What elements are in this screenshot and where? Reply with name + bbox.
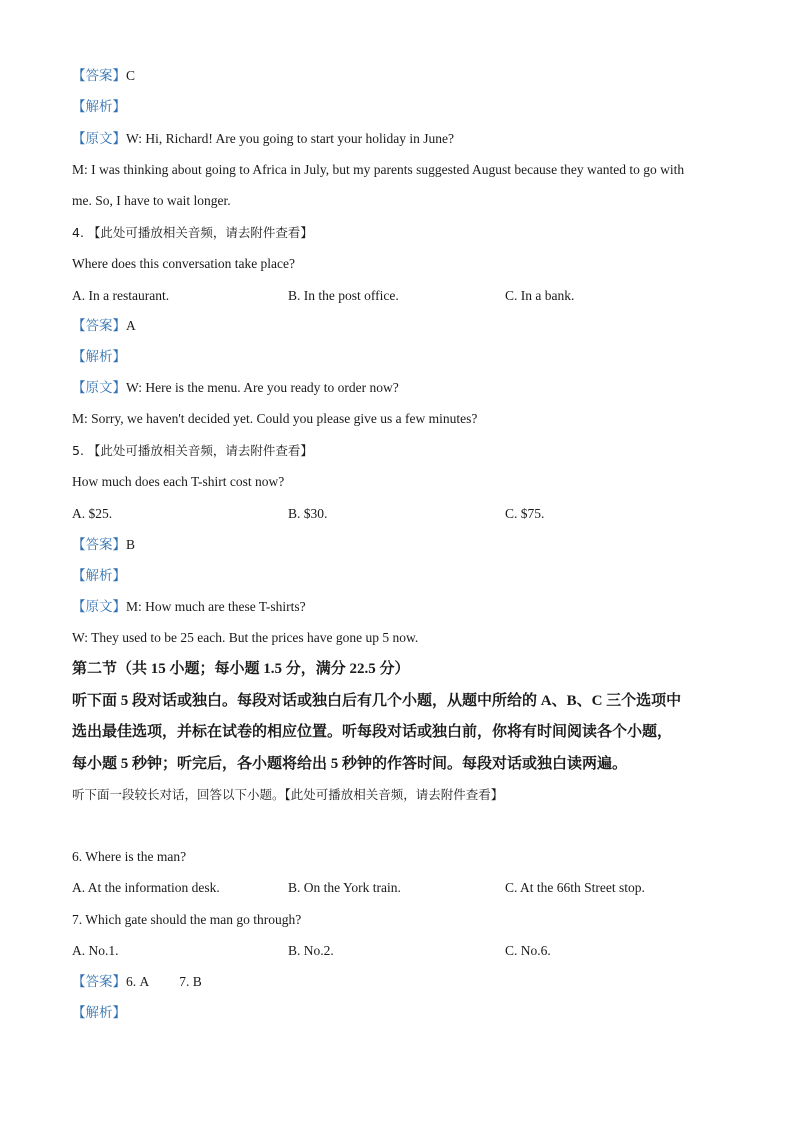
answer-label: 【答案】 [72, 537, 126, 552]
q3-analysis-label: 【解析】 [72, 99, 126, 114]
q3-transcript-line-1 [72, 131, 454, 147]
transcript-label: 【原文】 [72, 380, 126, 395]
q4-option-b: B. In the post office. [288, 288, 399, 303]
q6-option-a: A. At the information desk. [72, 880, 220, 895]
transcript-text: W: Hi, Richard! Are you going to start your holiday in June? [126, 131, 454, 146]
answer-label: 【答案】 [72, 974, 126, 989]
transcript-label: 【原文】 [72, 131, 126, 146]
q7-option-a: A. No.1. [72, 943, 119, 958]
section2-instruction-3: 每小题 5 秒钟；听完后，各小题将给出 5 秒钟的作答时间。每段对话或独白读两遍。 [72, 756, 628, 772]
q5-question: How much does each T-shirt cost now? [72, 474, 285, 489]
q4-analysis-label: 【解析】 [72, 349, 126, 364]
q4-transcript-line-2: M: Sorry, we haven't decided yet. Could you please give us a few minutes? [72, 411, 478, 426]
q6-option-b: B. On the York train. [288, 880, 401, 895]
q4-answer-line [72, 318, 136, 334]
q5-option-a: A. $25. [72, 506, 113, 521]
q3-answer-line [72, 68, 135, 84]
q5-header: 5. 【此处可播放相关音频，请去附件查看】 [72, 443, 313, 458]
transcript-label: 【原文】 [72, 599, 126, 614]
q3-transcript-line-3: me. So, I have to wait longer. [72, 193, 231, 208]
section2-sub-instruction: 听下面一段较长对话，回答以下小题。【此处可播放相关音频，请去附件查看】 [72, 787, 504, 802]
q5-transcript-line-1 [72, 599, 306, 615]
answer-value: A [126, 318, 136, 333]
answer-value: B [126, 537, 136, 552]
answer-label: 【答案】 [72, 68, 126, 83]
transcript-text: M: How much are these T-shirts? [126, 599, 306, 614]
q5-answer-line [72, 537, 135, 553]
q3-transcript-line-2: M: I was thinking about going to Africa in July, but my parents suggested August because they wanted to go with [72, 162, 685, 177]
q5-analysis-label: 【解析】 [72, 568, 126, 583]
section2-instruction-2: 选出最佳选项，并标在试卷的相应位置。听每段对话或独白前，你将有时间阅读各个小题， [72, 724, 673, 740]
q7-option-c: C. No.6. [505, 943, 551, 958]
answer-value-6: 6. A [126, 974, 150, 989]
answer-value-7: 7. B [179, 974, 202, 989]
q4-transcript-line-1 [72, 380, 399, 396]
q67-analysis-label: 【解析】 [72, 1005, 126, 1020]
answer-value: C [126, 68, 136, 83]
q67-answer-line [72, 974, 202, 990]
q6-option-c: C. At the 66th Street stop. [505, 880, 645, 895]
section2-title: 第二节（共 15 小题；每小题 1.5 分，满分 22.5 分） [72, 661, 410, 677]
q5-option-b: B. $30. [288, 506, 328, 521]
section2-instruction-1: 听下面 5 段对话或独白。每段对话或独白后有几个小题，从题中所给的 A、B、C 三个选项中 [72, 693, 682, 709]
q7-option-b: B. No.2. [288, 943, 334, 958]
q7-question: 7. Which gate should the man go through? [72, 912, 302, 927]
q4-question: Where does this conversation take place? [72, 256, 296, 271]
q6-question: 6. Where is the man? [72, 849, 187, 864]
q5-option-c: C. $75. [505, 506, 545, 521]
answer-label: 【答案】 [72, 318, 126, 333]
q4-header: 4. 【此处可播放相关音频，请去附件查看】 [72, 225, 313, 240]
transcript-text: W: Here is the menu. Are you ready to order now? [126, 380, 399, 395]
q5-transcript-line-2: W: They used to be 25 each. But the prices have gone up 5 now. [72, 630, 419, 645]
q4-option-a: A. In a restaurant. [72, 288, 170, 303]
q4-option-c: C. In a bank. [505, 288, 575, 303]
